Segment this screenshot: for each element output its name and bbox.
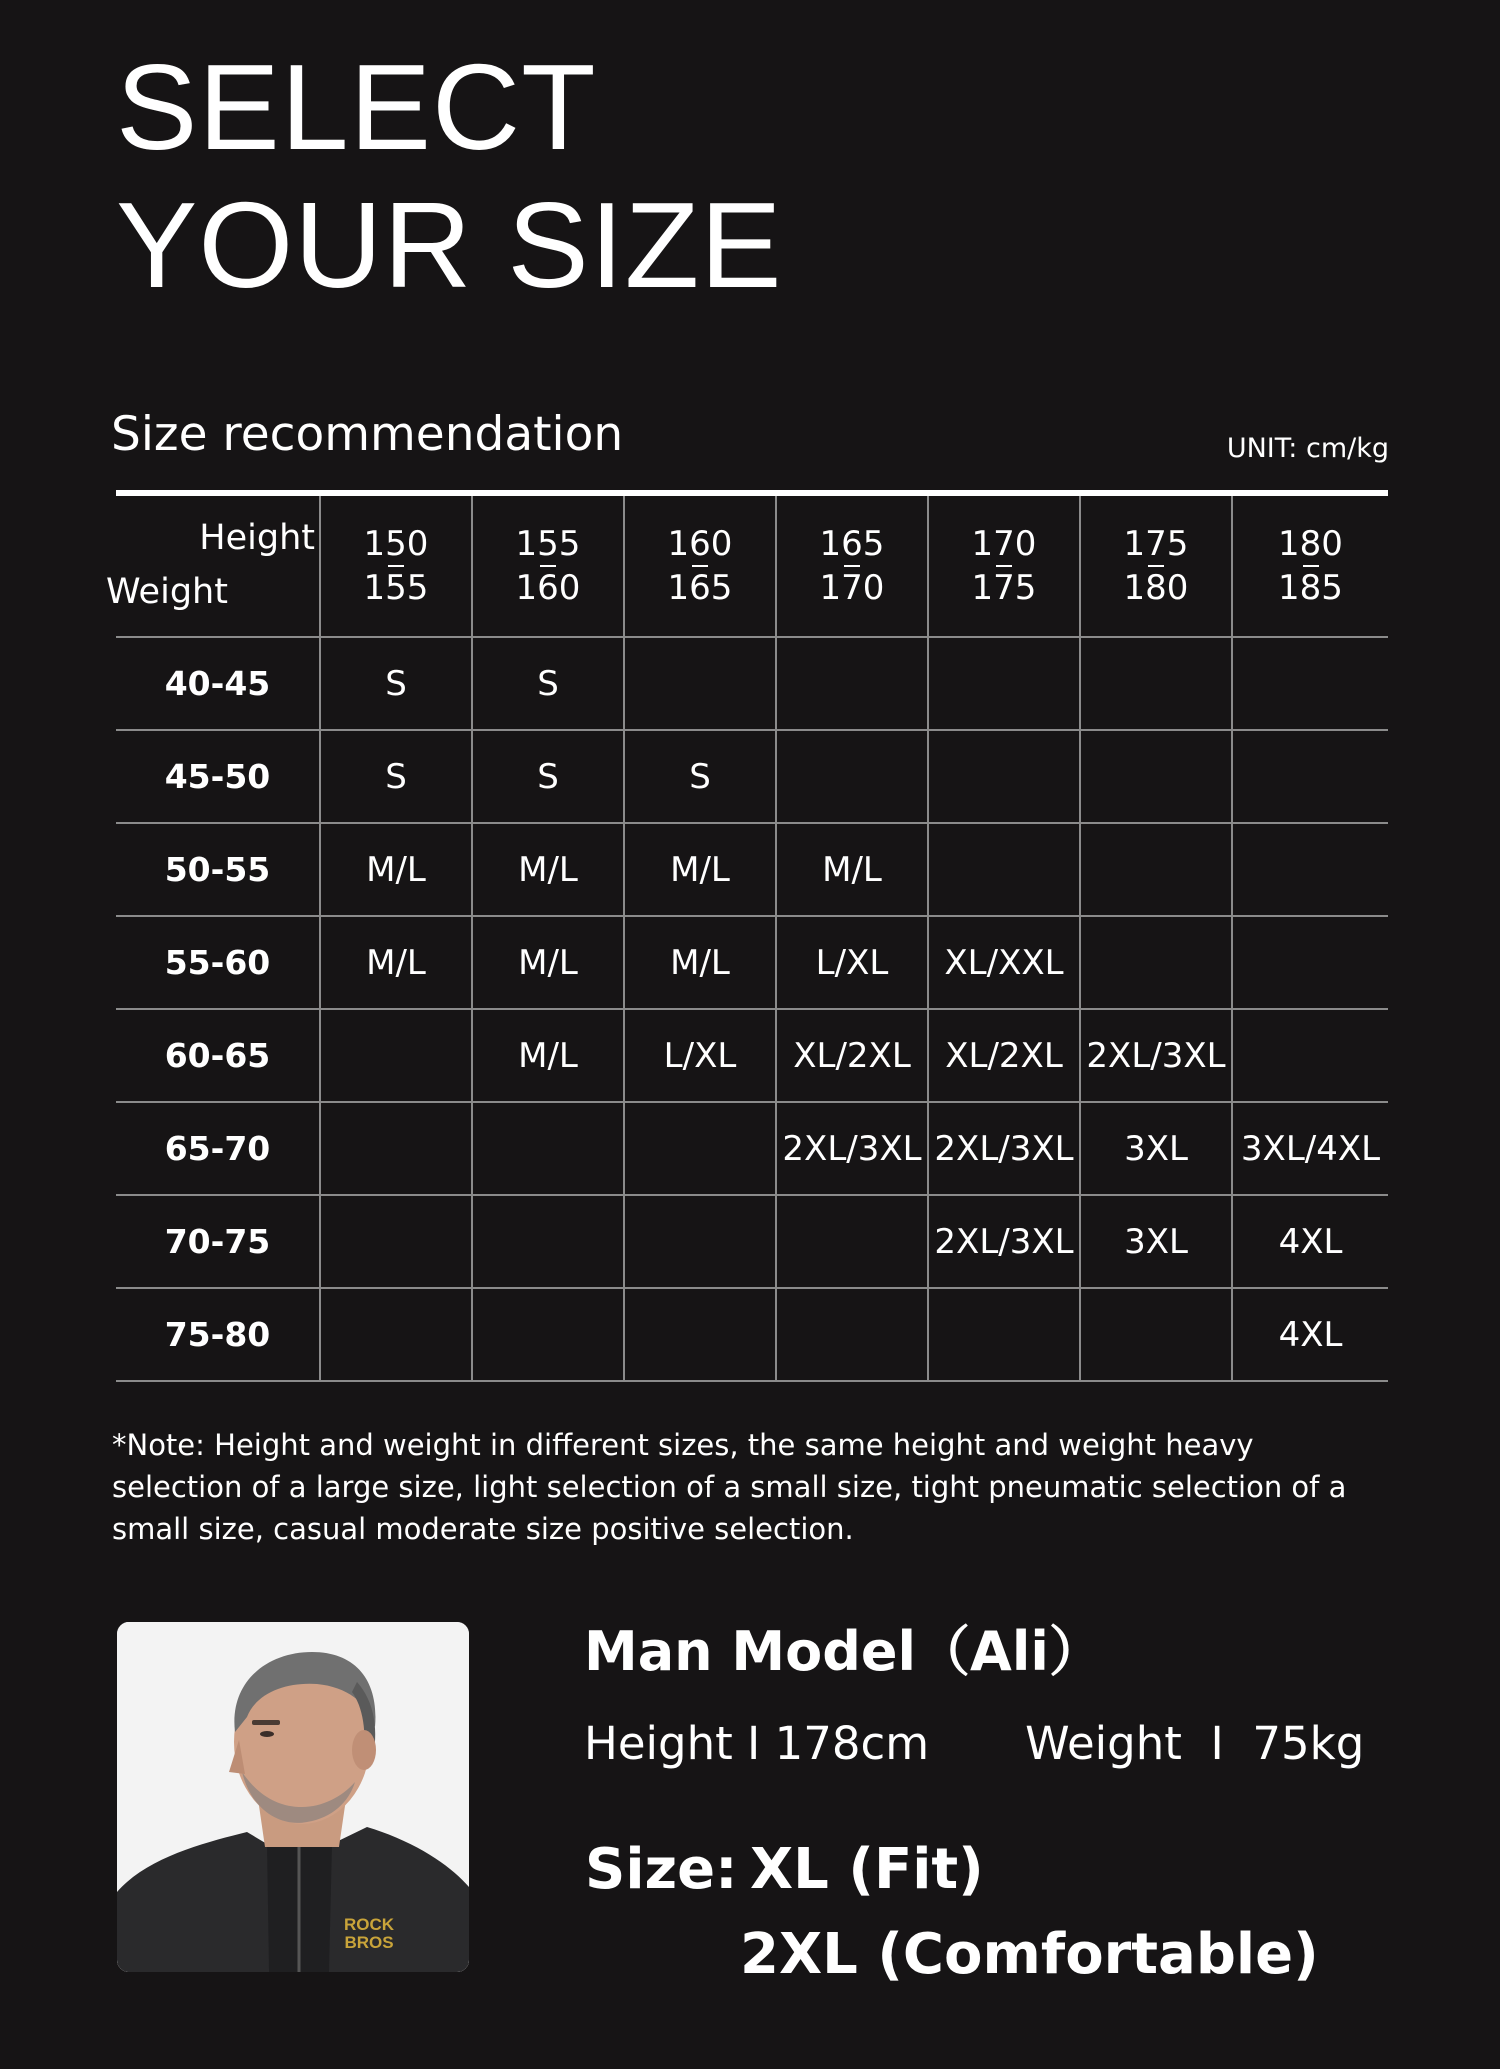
model-photo-illustration [117, 1622, 469, 1972]
size-cell [928, 823, 1080, 916]
brand-logo-text: BROS [344, 1933, 394, 1952]
height-to: 185 [1278, 567, 1343, 608]
size-cell: M/L [624, 916, 776, 1009]
size-cell [472, 1102, 624, 1195]
height-to: 175 [971, 567, 1037, 608]
size-cell: 2XL/3XL [1080, 1009, 1232, 1102]
size-cell [624, 1102, 776, 1195]
title-line-1: SELECT [116, 39, 597, 175]
weight-cell: 45-50 [116, 730, 320, 823]
size-cell: 3XL/4XL [1232, 1102, 1388, 1195]
size-cell: M/L [472, 916, 624, 1009]
size-cell [1080, 1288, 1232, 1381]
size-cell [320, 1288, 472, 1381]
height-header [624, 496, 776, 637]
height-header [320, 496, 472, 637]
table-row [116, 916, 1388, 1009]
unit-label: UNIT: cm/kg [1226, 433, 1389, 464]
size-cell [776, 730, 928, 823]
size-cell [1080, 637, 1232, 730]
weight-cell: 70-75 [116, 1195, 320, 1288]
size-cell [1080, 823, 1232, 916]
model-stats [584, 1713, 1364, 1775]
section-title: Size recommendation [111, 407, 624, 462]
height-from: 150 [363, 523, 429, 564]
height-from: 155 [515, 523, 581, 564]
weight-cell: 65-70 [116, 1102, 320, 1195]
size-cell: M/L [320, 823, 472, 916]
height-to: 165 [667, 567, 733, 608]
size-cell: 2XL/3XL [928, 1195, 1080, 1288]
height-axis-label: Height [199, 518, 315, 558]
size-cell [320, 1009, 472, 1102]
size-cell [624, 637, 776, 730]
height-header [928, 496, 1080, 637]
model-size-comfortable: 2XL (Comfortable) [740, 1922, 1319, 1987]
size-cell: S [320, 637, 472, 730]
table-row [116, 730, 1388, 823]
height-header [1080, 496, 1232, 637]
size-cell [624, 1288, 776, 1381]
table-header-row [116, 496, 1388, 637]
size-cell: M/L [320, 916, 472, 1009]
size-cell [1232, 730, 1388, 823]
size-cell [1080, 730, 1232, 823]
brand-logo-text: ROCK [343, 1915, 395, 1934]
height-header [1232, 496, 1388, 637]
weight-cell: 50-55 [116, 823, 320, 916]
table-row [116, 1102, 1388, 1195]
size-cell: L/XL [776, 916, 928, 1009]
model-name: Man Model（Ali） [584, 1620, 1103, 1683]
table-row [116, 637, 1388, 730]
size-cell [472, 1288, 624, 1381]
size-cell: XL/XXL [928, 916, 1080, 1009]
model-size-fit: XL (Fit) [750, 1837, 984, 1902]
size-cell: L/XL [624, 1009, 776, 1102]
model-photo [117, 1622, 469, 1972]
size-cell [320, 1195, 472, 1288]
height-from: 170 [971, 523, 1037, 564]
weight-cell: 75-80 [116, 1288, 320, 1381]
weight-cell: 60-65 [116, 1009, 320, 1102]
size-cell: S [624, 730, 776, 823]
size-cell [1232, 916, 1388, 1009]
weight-axis-label: Weight [106, 572, 228, 612]
size-cell: 4XL [1232, 1288, 1388, 1381]
size-cell [776, 1195, 928, 1288]
size-cell [1232, 1009, 1388, 1102]
size-cell: XL/2XL [928, 1009, 1080, 1102]
model-height: Height I 178cm [584, 1717, 930, 1770]
size-cell [928, 637, 1080, 730]
corner-cell [106, 496, 320, 637]
size-cell: 2XL/3XL [928, 1102, 1080, 1195]
page-title [116, 38, 783, 314]
height-header [776, 496, 928, 637]
size-cell: M/L [624, 823, 776, 916]
table-row [116, 823, 1388, 916]
model-weight: Weight I 75kg [1025, 1717, 1365, 1770]
size-cell [624, 1195, 776, 1288]
height-from: 160 [667, 523, 733, 564]
table-row [116, 1009, 1388, 1102]
height-from: 165 [819, 523, 885, 564]
title-line-2: YOUR SIZE [116, 177, 783, 313]
size-cell: M/L [472, 1009, 624, 1102]
size-cell: M/L [776, 823, 928, 916]
size-cell: XL/2XL [776, 1009, 928, 1102]
size-cell [1232, 823, 1388, 916]
size-cell [928, 730, 1080, 823]
weight-cell: 40-45 [116, 637, 320, 730]
size-cell [1080, 916, 1232, 1009]
size-cell: S [472, 730, 624, 823]
size-cell: 2XL/3XL [776, 1102, 928, 1195]
size-cell: M/L [472, 823, 624, 916]
height-to: 160 [515, 567, 581, 608]
size-cell: S [320, 730, 472, 823]
size-cell [320, 1102, 472, 1195]
size-cell [472, 1195, 624, 1288]
size-cell: 3XL [1080, 1102, 1232, 1195]
table-row [116, 1195, 1388, 1288]
height-from: 180 [1278, 523, 1343, 564]
size-cell: 3XL [1080, 1195, 1232, 1288]
height-to: 170 [819, 567, 885, 608]
height-to: 155 [363, 567, 429, 608]
size-cell: 4XL [1232, 1195, 1388, 1288]
table-row [116, 1288, 1388, 1381]
model-size-label: Size: [585, 1837, 738, 1902]
height-to: 180 [1123, 567, 1189, 608]
size-cell [1232, 637, 1388, 730]
size-cell [776, 1288, 928, 1381]
size-cell [928, 1288, 1080, 1381]
weight-cell: 55-60 [116, 916, 320, 1009]
size-cell: S [472, 637, 624, 730]
size-note: *Note: Height and weight in different sizes, the same height and weight heavy selection of a large size, light selection of a small size, tight pneumatic selection of a small size, casual moderate size positive selection. [112, 1428, 1347, 1546]
size-cell [776, 637, 928, 730]
height-from: 175 [1123, 523, 1189, 564]
size-table [106, 496, 1388, 1382]
height-header [472, 496, 624, 637]
